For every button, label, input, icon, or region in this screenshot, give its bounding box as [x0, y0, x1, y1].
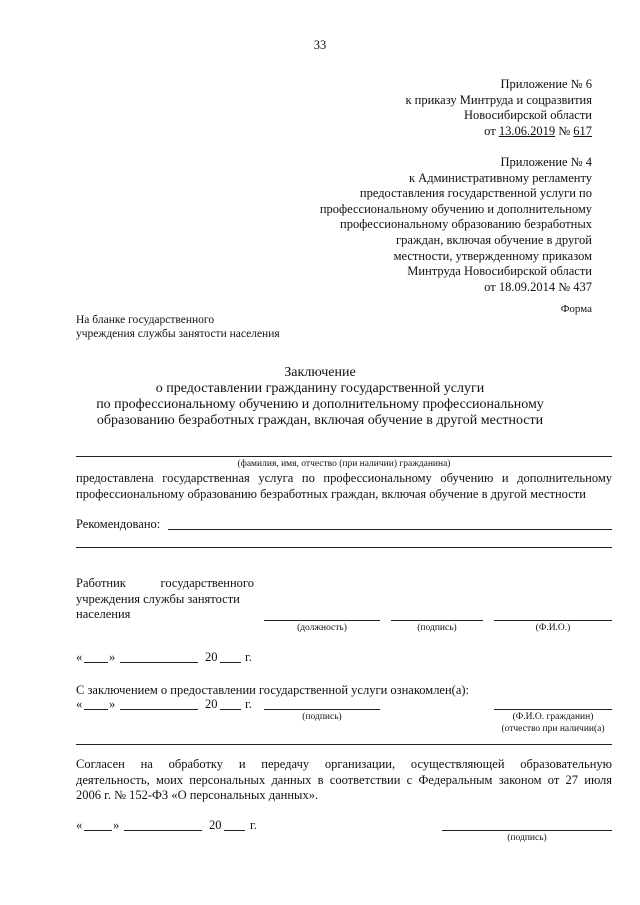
date-year-field[interactable]	[220, 709, 241, 710]
appendix-4-block	[232, 155, 592, 295]
date-month-field[interactable]	[120, 709, 198, 710]
quote-close: »	[109, 650, 116, 664]
year-prefix: 20	[205, 697, 218, 711]
provided-text-line1: предоставлена государственная услуга по профессиональному обучению и дополнительному	[76, 471, 612, 485]
date-year-field[interactable]	[220, 662, 241, 663]
date-day-field[interactable]	[84, 709, 108, 710]
worker-signature-field[interactable]	[391, 620, 483, 621]
consent-line2: деятельность, моих персональных данных в соответствии с Федеральным законом от 27 июля	[76, 772, 612, 787]
quote-close: »	[113, 818, 120, 832]
worker-label	[76, 576, 254, 623]
worker-label-line2: учреждения службы занятости	[76, 591, 240, 606]
worker-label-line3: населения	[76, 607, 131, 622]
appendix-6-block	[232, 77, 592, 139]
date-day-field[interactable]	[84, 830, 112, 831]
appendix-4-line: от 18.09.2014 № 437	[484, 279, 592, 294]
appendix-4-line: профессиональному обучению и дополнительному	[319, 201, 592, 216]
letterhead	[76, 313, 280, 341]
consent-line3: 2006 г. № 152-ФЗ «О персональных данных».	[76, 788, 319, 803]
provided-text-line2: профессиональному образованию безработных граждан, включая обучение в другой местности	[76, 486, 586, 501]
date-line-1	[76, 650, 82, 666]
citizen-fio-caption: (фамилия, имя, отчество (при наличии) гражданина)	[237, 459, 451, 469]
date-year-field[interactable]	[224, 830, 245, 831]
appendix-6-number: 617	[573, 123, 592, 138]
consent-signature-caption: (подпись)	[507, 833, 547, 843]
worker-word: государственного	[160, 576, 254, 590]
recommended-label: Рекомендовано:	[76, 517, 161, 531]
appendix-6-line1: Приложение № 6	[500, 77, 592, 91]
appendix-4-line: Минтруда Новосибирской области	[407, 264, 592, 279]
date-month-field[interactable]	[124, 830, 202, 831]
consent-text	[76, 757, 612, 804]
recommended-field-extra[interactable]	[76, 547, 612, 548]
fio-caption: (Ф.И.О.)	[535, 623, 571, 633]
citizen-fio-line[interactable]	[76, 456, 612, 457]
citizen-fio-caption-1: (Ф.И.О. гражданин)	[512, 712, 594, 722]
number-prefix: №	[555, 123, 574, 138]
title-line1: Заключение	[284, 365, 356, 380]
form-label: Форма	[560, 303, 592, 315]
separator-line	[76, 744, 612, 745]
year-suffix: г.	[245, 697, 252, 711]
provided-text	[76, 471, 612, 502]
year-suffix: г.	[245, 650, 252, 664]
position-caption: (должность)	[297, 623, 347, 633]
citizen-signature-caption: (подпись)	[302, 712, 342, 722]
quote-close: »	[109, 697, 116, 711]
appendix-4-line: к Административному регламенту	[408, 170, 592, 185]
date-day-field[interactable]	[84, 662, 108, 663]
title-line2: о предоставлении гражданину государственной услуги	[155, 381, 485, 396]
position-field[interactable]	[264, 620, 380, 621]
appendix-6-date: 13.06.2019	[498, 123, 556, 138]
quote-open: «	[76, 697, 83, 711]
quote-open: «	[76, 818, 83, 832]
year-prefix: 20	[205, 650, 218, 664]
date-month-field[interactable]	[120, 662, 198, 663]
year-prefix: 20	[209, 818, 222, 832]
consent-line1: Согласен на обработку и передачу организации, осуществляющей образовательную	[76, 757, 612, 771]
citizen-fio-field[interactable]	[494, 709, 612, 710]
worker-fio-field[interactable]	[494, 620, 612, 621]
appendix-6-line2: к приказу Минтруда и соцразвития	[405, 92, 592, 107]
signature-caption: (подпись)	[417, 623, 457, 633]
letterhead-line1: На бланке государственного	[76, 314, 215, 326]
appendix-4-line: профессиональному образованию безработных	[340, 217, 592, 232]
date-prefix: от	[484, 123, 499, 138]
acquainted-text: С заключением о предоставлении государственной услуги ознакомлен(а):	[76, 683, 470, 697]
appendix-6-line3: Новосибирской области	[463, 108, 592, 123]
citizen-signature-field[interactable]	[264, 709, 380, 710]
recommended-field[interactable]	[168, 529, 612, 530]
worker-label-line1	[76, 576, 254, 592]
quote-open: «	[76, 650, 83, 664]
worker-word: Работник	[76, 576, 126, 590]
title-line3: по профессиональному обучению и дополнительному профессиональному	[96, 397, 544, 412]
letterhead-line2: учреждения службы занятости населения	[76, 328, 280, 340]
appendix-6-date-line	[232, 124, 592, 140]
page-number: 33	[313, 38, 327, 52]
appendix-4-line: граждан, включая обучение в другой	[396, 232, 592, 247]
appendix-4-line: предоставления государственной услуги по	[359, 186, 592, 201]
year-suffix: г.	[250, 818, 257, 832]
appendix-4-line: Приложение № 4	[500, 155, 592, 169]
document-title	[40, 365, 600, 429]
title-line4: образованию безработных граждан, включая обучение в другой местности	[96, 413, 544, 428]
appendix-4-line: местности, утвержденному приказом	[393, 248, 592, 263]
citizen-fio-caption-2: (отчество при наличии(а)	[501, 724, 605, 734]
consent-signature-field[interactable]	[442, 830, 612, 831]
